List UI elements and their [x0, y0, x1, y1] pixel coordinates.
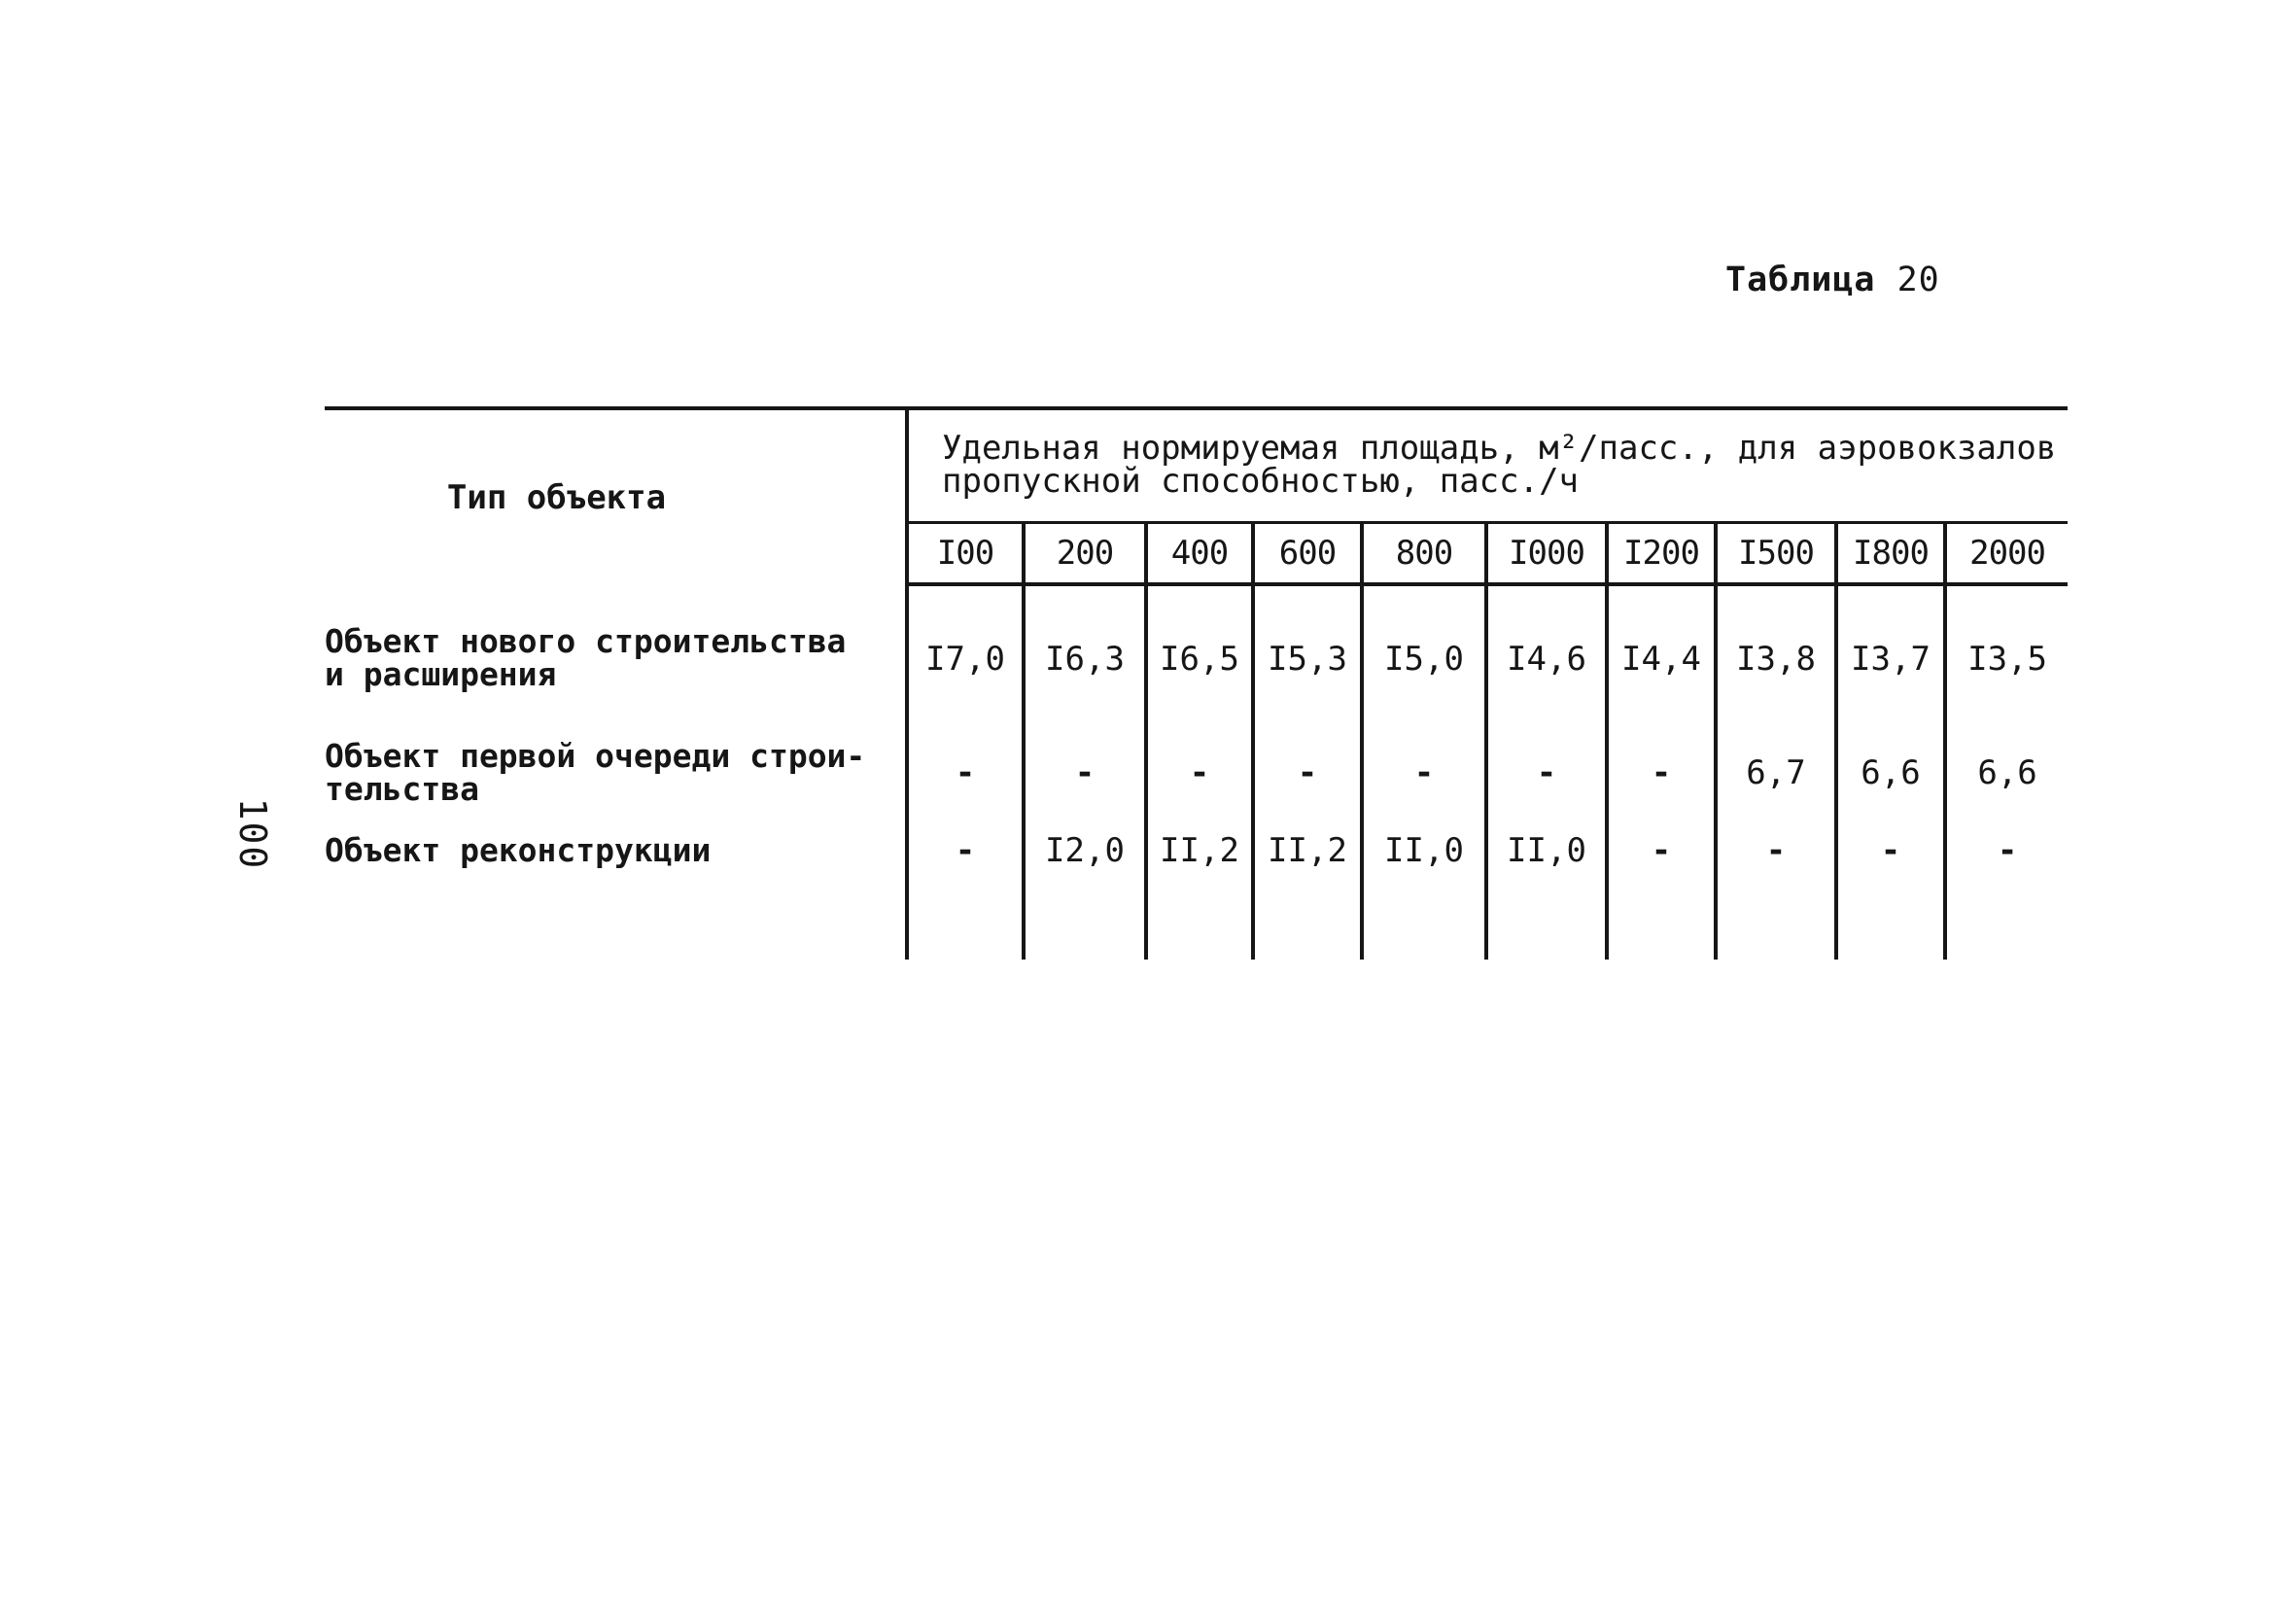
spacer-cell	[1362, 888, 1486, 960]
table-cell: II,2	[1253, 814, 1362, 888]
table-caption-word: Таблица	[1725, 261, 1876, 299]
row-name	[325, 584, 907, 732]
spacer-cell	[1607, 888, 1716, 960]
spacer-cell	[1253, 888, 1362, 960]
page-number: 100	[231, 797, 274, 871]
capacity-header: 200	[1024, 523, 1146, 585]
table-cell: II,0	[1486, 814, 1607, 888]
row-name-line: тельства	[325, 770, 479, 808]
spacer-cell	[325, 888, 907, 960]
table-cell: 6,6	[1836, 732, 1945, 814]
table-spacer-row	[325, 888, 2068, 960]
type-column-header-text: Тип объекта	[446, 477, 667, 517]
capacity-header: 600	[1253, 523, 1362, 585]
table-cell: I3,7	[1836, 584, 1945, 732]
spacer-cell	[1024, 888, 1146, 960]
capacity-header: 800	[1362, 523, 1486, 585]
spacer-cell	[907, 888, 1024, 960]
table-cell: -	[1716, 814, 1836, 888]
table-cell: I5,3	[1253, 584, 1362, 732]
table-cell: I7,0	[907, 584, 1024, 732]
capacity-header: I500	[1716, 523, 1836, 585]
table-cell: -	[1146, 732, 1253, 814]
table-cell: -	[1945, 814, 2068, 888]
row-name-line: Объект реконструкции	[325, 831, 712, 869]
table-cell: -	[907, 814, 1024, 888]
table-cell: II,2	[1146, 814, 1253, 888]
table-caption	[1725, 261, 1940, 299]
row-name	[325, 732, 907, 814]
table-cell: I4,6	[1486, 584, 1607, 732]
spacer-cell	[1716, 888, 1836, 960]
table-cell: -	[1024, 732, 1146, 814]
table-row	[325, 814, 2068, 888]
capacity-header: 400	[1146, 523, 1253, 585]
capacity-header: I800	[1836, 523, 1945, 585]
table-header-row	[325, 408, 2068, 523]
type-column-header	[325, 408, 907, 584]
table-cell: II,0	[1362, 814, 1486, 888]
table-caption-number: 20	[1896, 261, 1940, 299]
row-name-line: Объект нового строительства	[325, 622, 847, 660]
table-cell: I6,5	[1146, 584, 1253, 732]
table-cell: I3,8	[1716, 584, 1836, 732]
table-cell: -	[1362, 732, 1486, 814]
spacer-cell	[1486, 888, 1607, 960]
table-cell: I3,5	[1945, 584, 2068, 732]
capacity-header: I000	[1486, 523, 1607, 585]
area-header-line-2: пропускной способностью, пасс./ч	[942, 462, 1580, 501]
table-row	[325, 732, 2068, 814]
table-cell: -	[1836, 814, 1945, 888]
row-name	[325, 814, 907, 888]
area-column-group-header	[907, 408, 2068, 523]
table-cell: 6,7	[1716, 732, 1836, 814]
table-cell: I6,3	[1024, 584, 1146, 732]
capacity-header: 2000	[1945, 523, 2068, 585]
capacity-header: I200	[1607, 523, 1716, 585]
spacer-cell	[1146, 888, 1253, 960]
table-cell: I2,0	[1024, 814, 1146, 888]
spacer-cell	[1945, 888, 2068, 960]
table-cell: I4,4	[1607, 584, 1716, 732]
table-row	[325, 584, 2068, 732]
row-name-line: и расширения	[325, 655, 557, 693]
table-cell: I5,0	[1362, 584, 1486, 732]
table-cell: -	[1607, 814, 1716, 888]
table-cell: -	[907, 732, 1024, 814]
spacer-cell	[1836, 888, 1945, 960]
norm-area-table	[325, 406, 2068, 960]
table-cell: -	[1607, 732, 1716, 814]
table-cell: -	[1486, 732, 1607, 814]
table-cell: 6,6	[1945, 732, 2068, 814]
table-cell: -	[1253, 732, 1362, 814]
row-name-line: Объект первой очереди строи-	[325, 737, 866, 775]
capacity-header: I00	[907, 523, 1024, 585]
area-header-line-1: Удельная нормируемая площадь, м²/пасс., для аэровокзалов	[942, 429, 2057, 468]
